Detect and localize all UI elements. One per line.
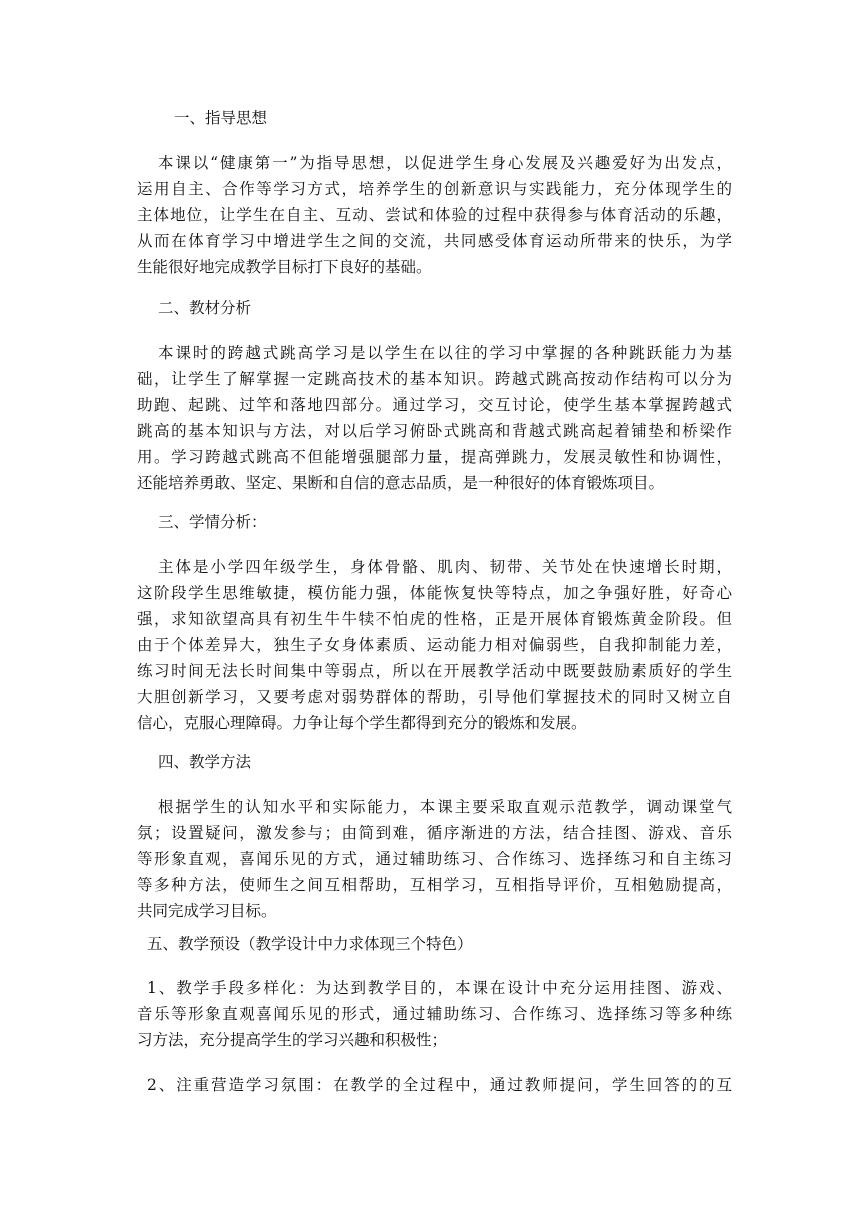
paragraph-line: 练习时间无法长时间集中等弱点，所以在开展教学活动中既要鼓励素质好的学生 [137, 662, 732, 680]
section-heading-5: 五、教学预设（教学设计中力求体现三个特色） [147, 935, 473, 953]
paragraph-line: 这阶段学生思维敏捷，模仿能力强，体能恢复快等特点，加之争强好胜，好奇心 [137, 584, 732, 602]
paragraph-line: 还能培养勇敢、坚定、果断和自信的意志品质，是一种很好的体育锻炼项目。 [137, 474, 665, 492]
paragraph-line: 信心，克服心理障碍。力争让每个学生都得到充分的锻炼和发展。 [137, 714, 587, 732]
paragraph-line: 2、注重营造学习氛围：在教学的全过程中，通过教师提问，学生回答的的互 [147, 1076, 732, 1094]
paragraph-line: 氛；设置疑问，激发参与；由简到难，循序渐进的方法，结合挂图、游戏、音乐 [137, 824, 732, 842]
paragraph-line: 音乐等形象直观喜闻乐见的形式，通过辅助练习、合作练习、选择练习等多种练 [137, 1005, 732, 1023]
paragraph-line: 等多种方法，使师生之间互相帮助，互相学习，互相指导评价，互相勉励提高， [137, 876, 732, 894]
section-heading-2: 二、教材分析 [158, 299, 252, 317]
section-heading-4: 四、教学方法 [158, 753, 252, 771]
paragraph-line: 等形象直观，喜闻乐见的方式，通过辅助练习、合作练习、选择练习和自主练习 [137, 850, 732, 868]
paragraph-line: 础，让学生了解掌握一定跳高技术的基本知识。跨越式跳高按动作结构可以分为 [137, 370, 732, 388]
paragraph-line: 运用自主、合作等学习方式，培养学生的创新意识与实践能力，充分体现学生的 [137, 180, 732, 198]
paragraph-line: 大胆创新学习，又要考虑对弱势群体的帮助，引导他们掌握技术的同时又树立自 [137, 688, 732, 706]
section-heading-1: 一、指导思想 [174, 109, 268, 127]
paragraph-line: 习方法，充分提高学生的学习兴趣和积极性； [137, 1031, 448, 1049]
paragraph-line: 从而在体育学习中增进学生之间的交流，共同感受体育运动所带来的快乐，为学 [137, 232, 732, 250]
paragraph-line: 主体地位，让学生在自主、互动、尝试和体验的过程中获得参与体育活动的乐趣， [137, 206, 732, 224]
paragraph-line: 强，求知欲望高具有初生牛牛犊不怕虎的性格，正是开展体育锻炼黄金阶段。但 [137, 610, 732, 628]
paragraph-line: 共同完成学习目标。 [137, 902, 277, 920]
paragraph-line: 助跑、起跳、过竿和落地四部分。通过学习，交互讨论，使学生基本掌握跨越式 [137, 396, 732, 414]
paragraph-line: 本课以“健康第一”为指导思想，以促进学生身心发展及兴趣爱好为出发点， [158, 154, 732, 172]
paragraph-line: 根据学生的认知水平和实际能力，本课主要采取直观示范教学，调动课堂气 [158, 798, 732, 816]
paragraph-line: 跳高的基本知识与方法，对以后学习俯卧式跳高和背越式跳高起着铺垫和桥梁作 [137, 422, 732, 440]
paragraph-line: 用。学习跨越式跳高不但能增强腿部力量，提高弹跳力，发展灵敏性和协调性， [137, 448, 732, 466]
paragraph-line: 主体是小学四年级学生，身体骨骼、肌肉、韧带、关节处在快速增长时期， [158, 558, 732, 576]
paragraph-line: 本课时的跨越式跳高学习是以学生在以往的学习中掌握的各种跳跃能力为基 [158, 344, 732, 362]
paragraph-line: 生能很好地完成教学目标打下良好的基础。 [137, 258, 432, 276]
paragraph-line: 1、教学手段多样化：为达到教学目的，本课在设计中充分运用挂图、游戏、 [147, 979, 732, 997]
section-heading-3: 三、学情分析： [158, 513, 267, 531]
paragraph-line: 由于个体差异大，独生子女身体素质、运动能力相对偏弱些，自我抑制能力差， [137, 636, 732, 654]
